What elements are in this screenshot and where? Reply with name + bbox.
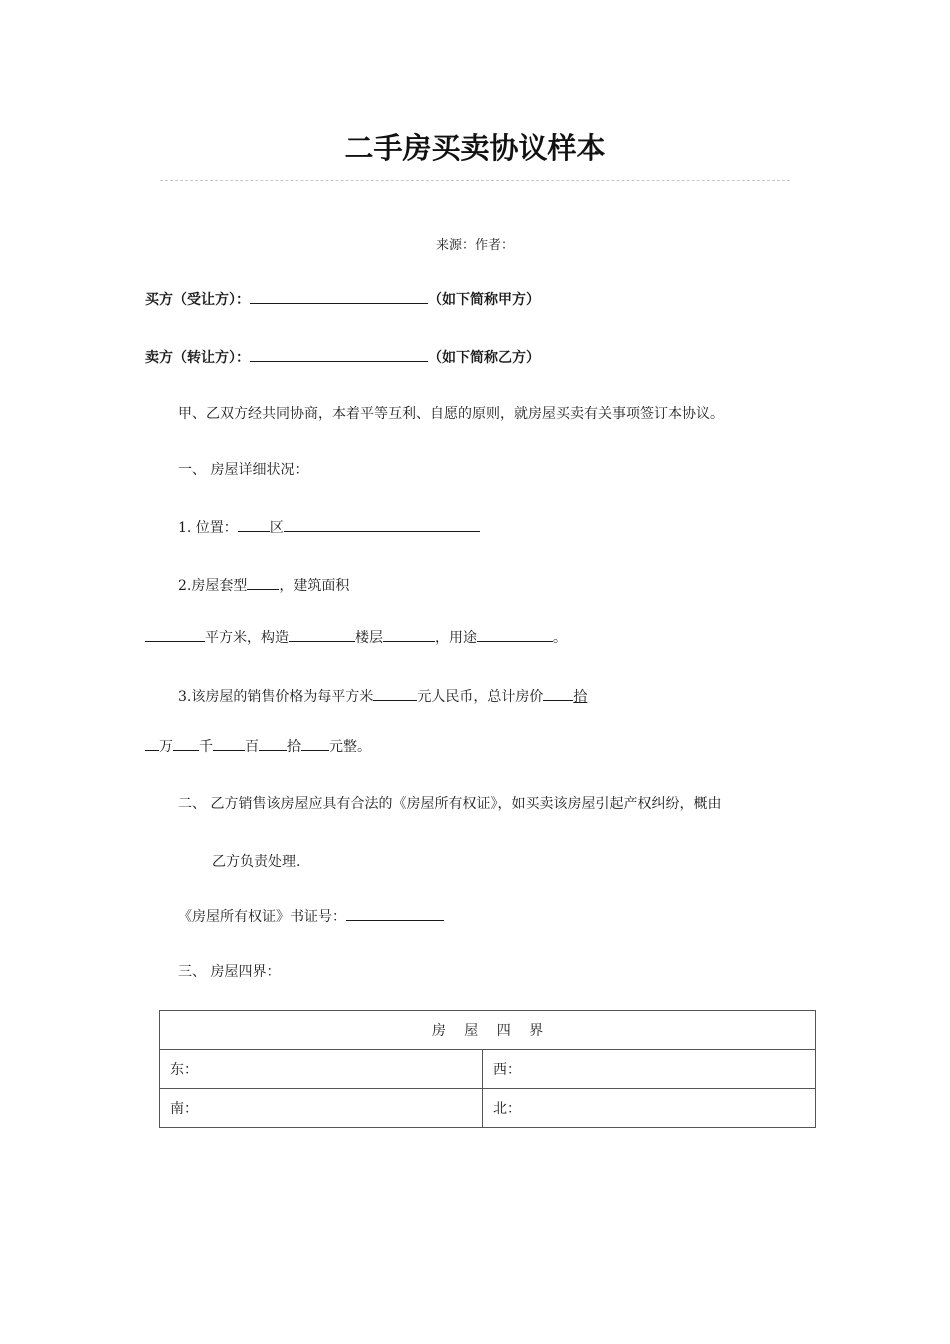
buyer-suffix: （如下简称甲方） [428,292,540,308]
buyer-name-blank[interactable] [250,288,428,304]
sqm-structure-label: 平方米，构造 [205,630,289,646]
south-cell[interactable]: 南： [160,1089,483,1128]
bai-label: 百 [245,739,259,755]
seller-name-blank[interactable] [250,346,428,362]
usage-label: ，用途 [435,630,477,646]
house-type-blank[interactable] [247,574,279,590]
price-line [178,685,587,707]
cert-line [178,905,444,927]
seller-line [145,346,540,368]
west-cell[interactable]: 西： [483,1050,816,1089]
east-cell[interactable]: 东： [160,1050,483,1089]
location-label: 1. 位置： [178,520,238,536]
floor-blank[interactable] [383,626,435,642]
ten-blank[interactable] [259,735,287,751]
seller-suffix: （如下简称乙方） [428,350,540,366]
address-blank[interactable] [284,516,480,532]
usage-period: 。 [553,630,567,646]
hundred-blank[interactable] [213,735,245,751]
total-price-label: 元人民币，总计房价 [417,689,544,705]
table-header-row [160,1011,816,1050]
section2-continuation: 乙方负责处理. [212,854,301,870]
seller-label: 卖方（转让方）： [145,350,250,366]
total-ten-million-blank[interactable] [543,685,573,701]
price-per-sqm-label: 3.该房屋的销售价格为每平方米 [178,689,374,705]
structure-blank[interactable] [289,626,355,642]
wan-label: 万 [159,739,173,755]
floor-area-label: ，建筑面积 [279,578,350,594]
section1-heading: 一、 房屋详细状况： [178,462,309,478]
usage-blank[interactable] [477,626,553,642]
table-row [160,1050,816,1089]
cert-number-blank[interactable] [346,905,444,921]
table-header: 房 屋 四 界 [160,1011,816,1050]
district-label: 区 [269,520,284,536]
house-boundaries-table [159,1010,816,1128]
section3-heading: 三、 房屋四界： [178,964,281,980]
title-divider [160,180,790,181]
section2-heading: 二、 乙方销售该房屋应具有合法的《房屋所有权证》，如买卖该房屋引起产权纠纷，概由 [178,796,722,812]
intro-paragraph: 甲、乙双方经共同协商，本着平等互利、自愿的原则，就房屋买卖有关事项签订本协议。 [178,406,724,422]
north-cell[interactable]: 北： [483,1089,816,1128]
thousand-blank[interactable] [173,735,199,751]
qian-label: 千 [199,739,213,755]
district-blank[interactable] [238,516,270,532]
floor-label: 楼层 [355,630,383,646]
area-blank[interactable] [145,626,205,642]
structure-line [145,626,567,648]
price-breakdown-line [145,735,371,757]
buyer-label: 买方（受让方）： [145,292,250,308]
table-row [160,1089,816,1128]
buyer-line [145,288,540,310]
source-line: 来源：作者： [435,238,514,253]
price-per-sqm-blank[interactable] [373,685,417,701]
shi-label: 拾 [287,739,301,755]
yuan-label: 元整。 [329,739,371,755]
yuan-blank[interactable] [301,735,329,751]
document-title: 二手房买卖协议样本 [344,131,606,165]
location-line [178,516,480,538]
ten-unit-label: 拾 [573,689,588,705]
ten-thousand-blank[interactable] [145,735,159,751]
cert-label: 《房屋所有权证》书证号： [178,909,346,925]
house-type-label: 2.房屋套型 [178,578,248,594]
house-type-line [178,574,349,596]
